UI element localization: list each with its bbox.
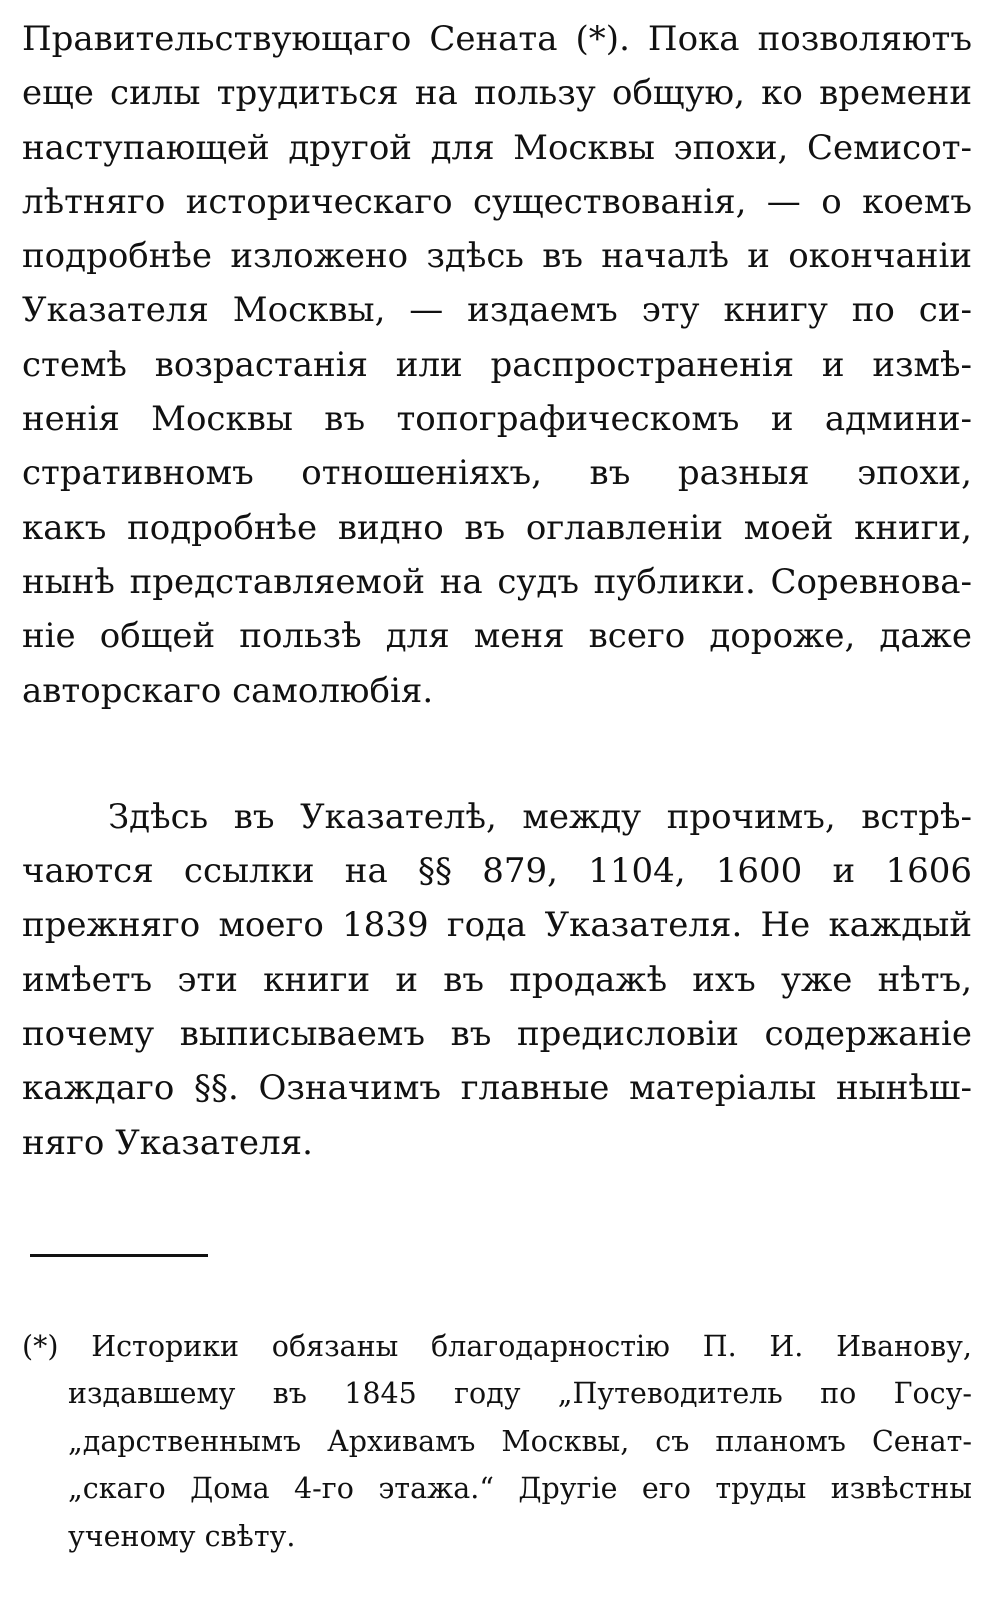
text-line: нынѣ представляемой на судъ публики. Соревнова-: [22, 561, 972, 602]
text-line: стративномъ отношеніяхъ, въ разныя эпохи,: [22, 453, 972, 494]
text-line: почему выписываемъ въ предисловіи содержаніе: [22, 1014, 972, 1055]
text-line: наступающей другой для Москвы эпохи, Семисот-: [22, 127, 972, 168]
paragraph-2: [22, 790, 972, 1170]
footnote-line: издавшему въ 1845 году „Путеводитель по Госу-: [68, 1377, 972, 1411]
text-line: чаются ссылки на §§ 879, 1104, 1600 и 1606: [22, 851, 972, 892]
text-line: ненія Москвы въ топографическомъ и админи-: [22, 399, 972, 440]
footnote-line: „скаго Дома 4-го этажа.“ Другіе его труды извѣстны: [68, 1472, 972, 1506]
text-line: стемѣ возрастанія или распространенія и измѣ-: [22, 344, 972, 385]
footnote-divider: [30, 1254, 208, 1257]
text-line: каждаго §§. Означимъ главные матеріалы нынѣш-: [22, 1068, 972, 1109]
text-line: ніе общей пользѣ для меня всего дороже, даже: [22, 616, 972, 657]
footnote-line: „дарственнымъ Архивамъ Москвы, съ планомъ Сенат-: [68, 1424, 972, 1458]
footnote-line: ученому свѣту.: [68, 1519, 296, 1553]
text-line: еще силы трудиться на пользу общую, ко времени: [22, 73, 972, 114]
paragraph-1: [22, 12, 972, 718]
text-line: няго Указателя.: [22, 1122, 313, 1163]
text-line: Указателя Москвы, — издаемъ эту книгу по си-: [22, 290, 972, 331]
text-line: Здѣсь въ Указателѣ, между прочимъ, встрѣ-: [108, 796, 972, 837]
text-line: какъ подробнѣе видно въ оглавленіи моей книги,: [22, 507, 972, 548]
page: [22, 12, 972, 1560]
text-line: авторскаго самолюбія.: [22, 670, 434, 711]
footnote-line: (*) Историки обязаны благодарностію П. И. Иванову,: [22, 1329, 972, 1363]
text-line: Правительствующаго Сената (*). Пока позволяютъ: [22, 19, 972, 59]
text-line: лѣтняго историческаго существованія, — о коемъ: [22, 181, 972, 222]
footnote: [22, 1323, 972, 1561]
text-line: имѣетъ эти книги и въ продажѣ ихъ уже нѣтъ,: [22, 959, 972, 1000]
text-line: подробнѣе изложено здѣсь въ началѣ и окончаніи: [22, 236, 972, 277]
text-line: прежняго моего 1839 года Указателя. Не каждый: [22, 905, 972, 946]
